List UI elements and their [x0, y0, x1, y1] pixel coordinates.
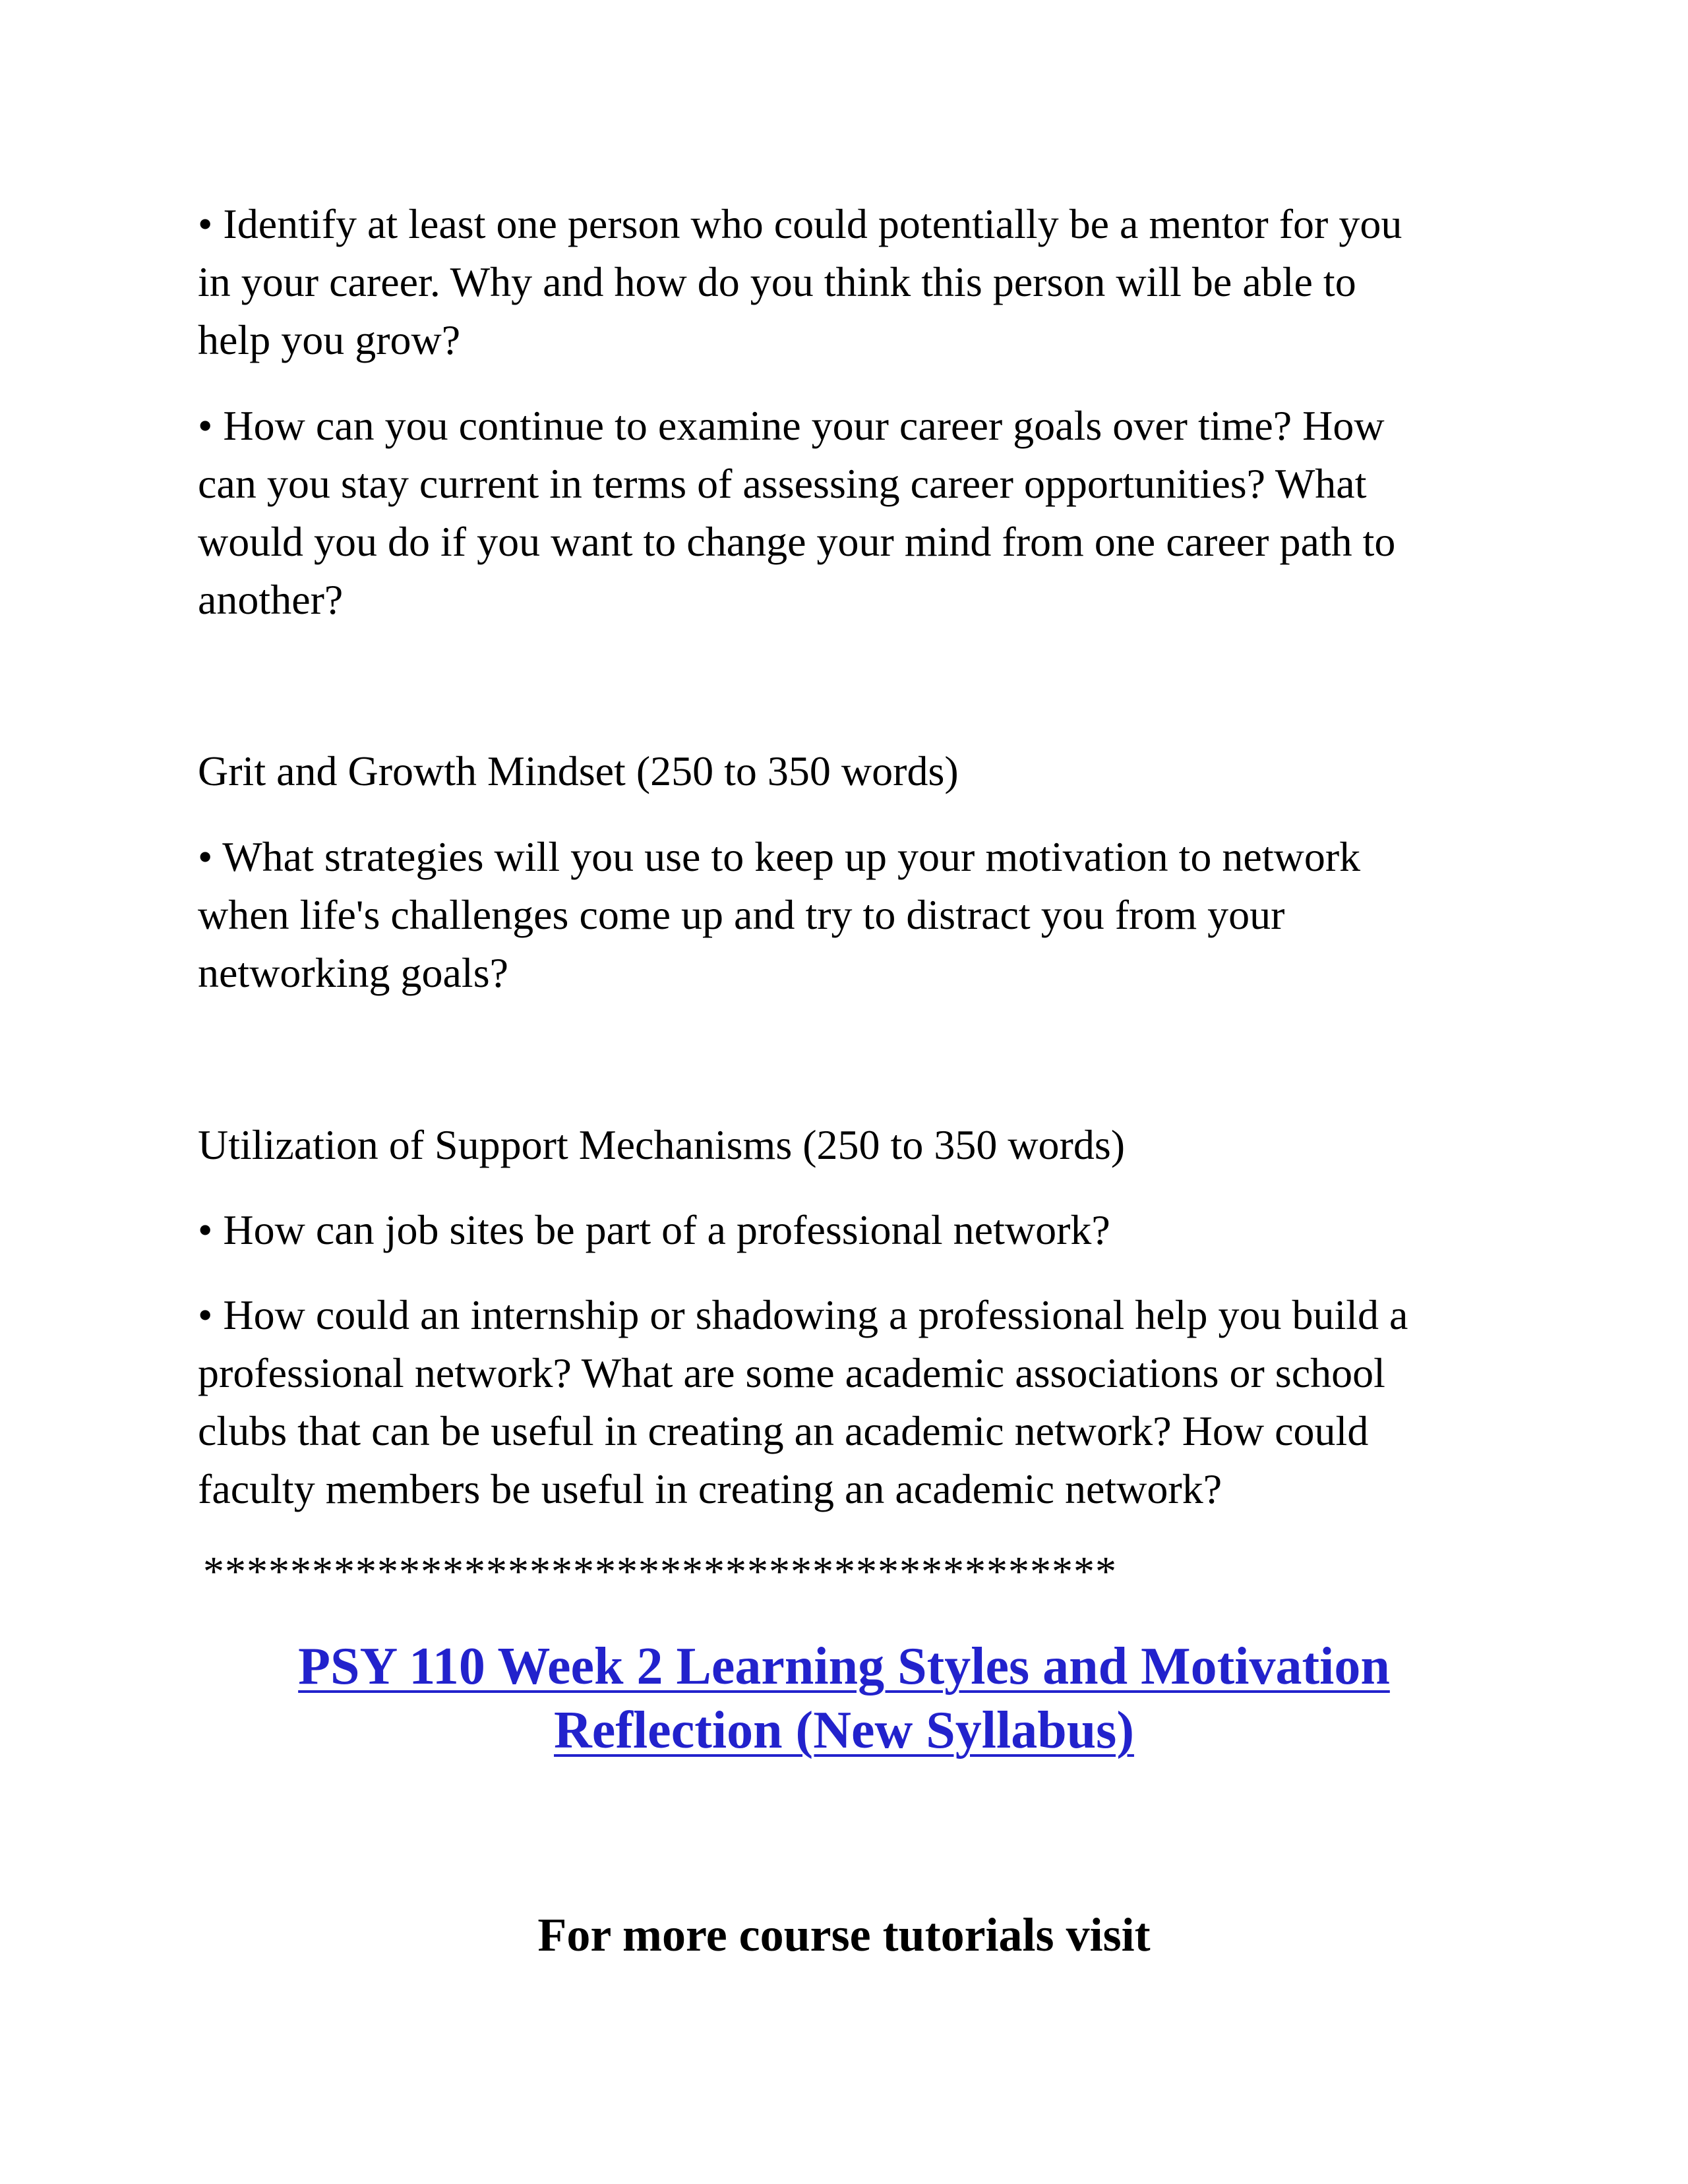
support-section-heading: Utilization of Support Mechanisms (250 to 350 words) [198, 1121, 1126, 1168]
grit-section-heading: Grit and Growth Mindset (250 to 350 words) [198, 748, 959, 794]
link-line[interactable]: PSY 110 Week 2 Learning Styles and Motivation [298, 1638, 1390, 1696]
text-line: • Identify at least one person who could potentially be a mentor for you [198, 200, 1402, 247]
text-line: • How can you continue to examine your career goals over time? How [198, 402, 1385, 449]
text-line: • How could an internship or shadowing a professional help you build a [198, 1291, 1408, 1338]
internship-question [198, 1286, 1490, 1518]
motivation-question [198, 828, 1490, 1002]
text-line: clubs that can be useful in creating an academic network? How could [198, 1407, 1369, 1454]
more-tutorials-heading: For more course tutorials visit [537, 1908, 1151, 1961]
course-title-heading [0, 1635, 1688, 1763]
link-line[interactable]: Reflection (New Syllabus) [554, 1701, 1134, 1759]
text-line: help you grow? [198, 316, 461, 363]
text-line: when life's challenges come up and try to distract you from your [198, 891, 1285, 938]
text-line: in your career. Why and how do you think this person will be able to [198, 258, 1356, 305]
text-line: would you do if you want to change your mind from one career path to [198, 518, 1396, 565]
text-line: professional network? What are some academic associations or school [198, 1349, 1385, 1396]
text-line: faculty members be useful in creating an academic network? [198, 1465, 1222, 1512]
asterisk-separator: ****************************************** [203, 1548, 1117, 1595]
job-sites-question [198, 1201, 1490, 1259]
text-line: • How can job sites be part of a professional network? [198, 1206, 1110, 1253]
mentor-question [198, 195, 1490, 369]
text-line: • What strategies will you use to keep up your motivation to network [198, 833, 1361, 880]
text-line: another? [198, 576, 344, 623]
career-goals-question [198, 397, 1490, 629]
text-line: can you stay current in terms of assessing career opportunities? What [198, 460, 1367, 507]
course-link[interactable] [0, 1635, 1688, 1763]
text-line: networking goals? [198, 949, 508, 996]
